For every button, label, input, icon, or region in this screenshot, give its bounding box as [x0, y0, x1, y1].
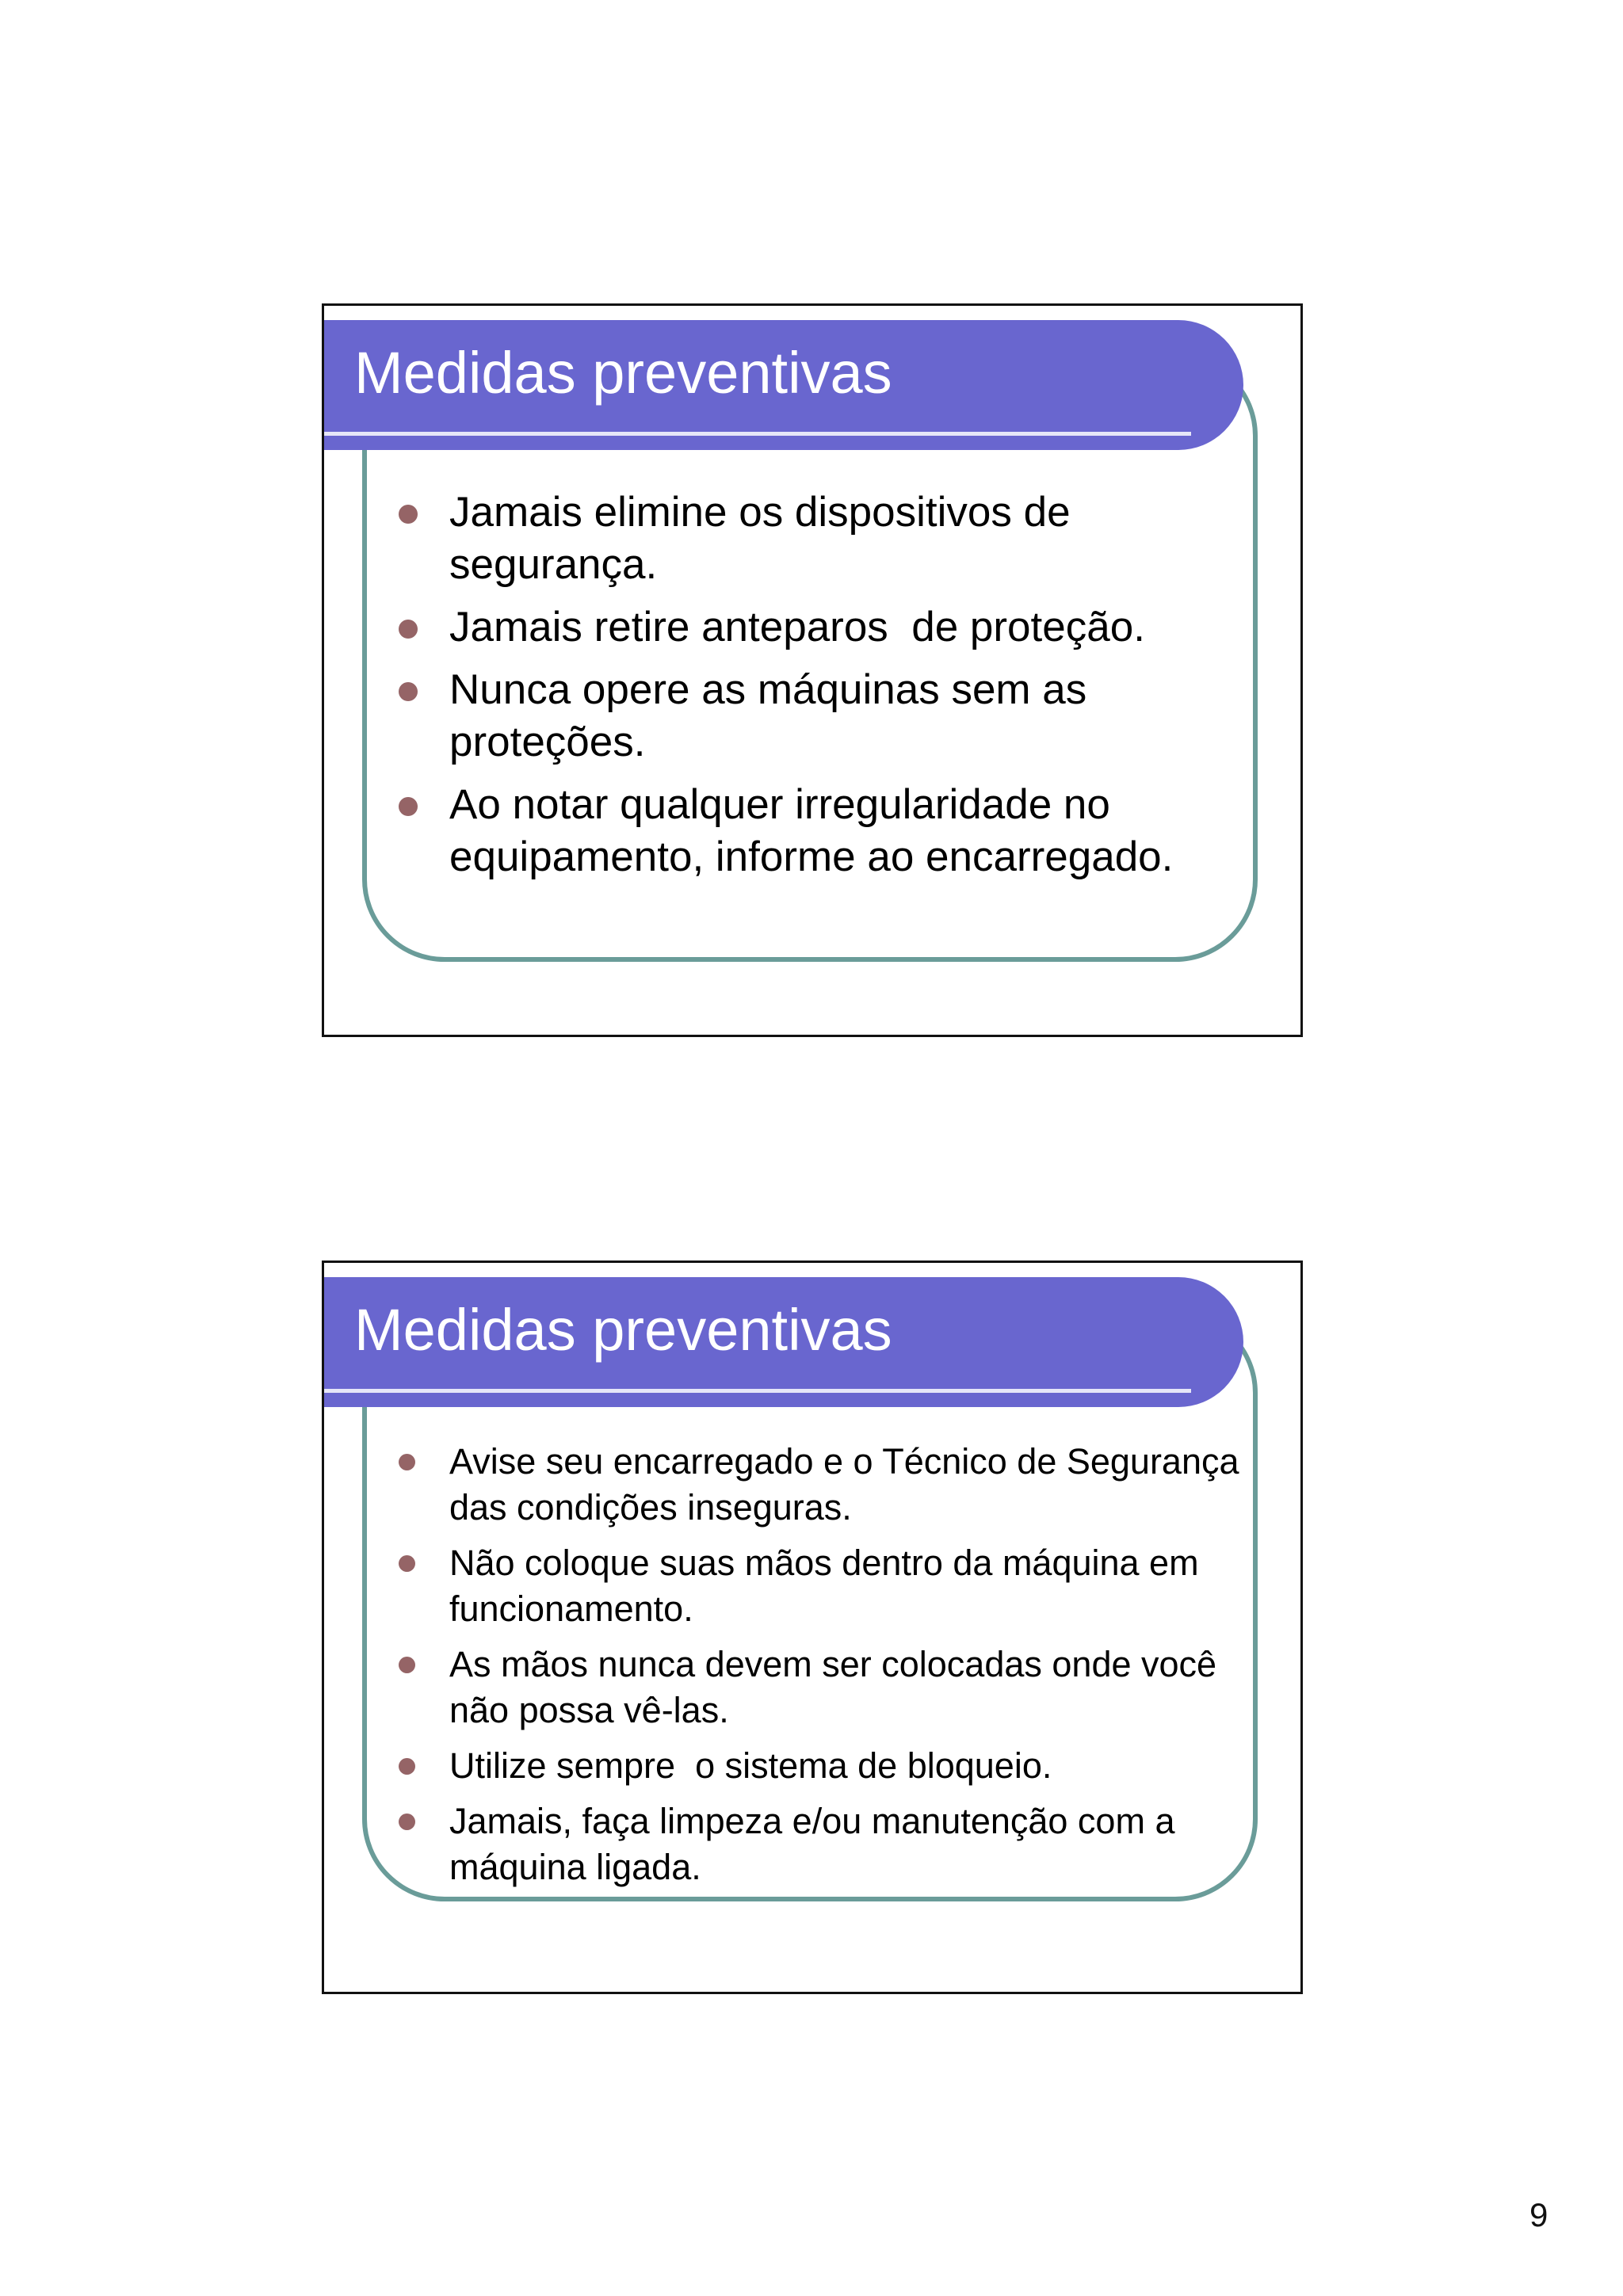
slide-1 — [322, 303, 1303, 1037]
slide-1-bullet-2-text: Jamais retire anteparos de proteção. — [449, 604, 1145, 650]
bullet-dot-icon — [399, 797, 418, 816]
bullet-dot-icon — [399, 505, 418, 524]
slide-2-bullet-5 — [399, 1798, 1247, 1890]
slide-1-bullet-2 — [399, 601, 1247, 654]
slide-2-bullet-2-text: Não coloque suas mãos dentro da máquina em funcionamento. — [449, 1543, 1199, 1629]
bullet-dot-icon — [399, 1814, 415, 1830]
slide-2-bullet-3-text: As mãos nunca devem ser colocadas onde você não possa vê-las. — [449, 1644, 1217, 1730]
slide-1-title-underline — [324, 432, 1191, 436]
page-number: 9 — [1529, 2196, 1549, 2233]
slide-2-bullet-list — [399, 1439, 1247, 1900]
slide-2 — [322, 1261, 1303, 1994]
bullet-dot-icon — [399, 1758, 415, 1775]
slide-1-bullet-1-text: Jamais elimine os dispositivos de segurança. — [449, 489, 1071, 588]
slide-2-bullet-4 — [399, 1743, 1247, 1789]
bullet-dot-icon — [399, 620, 418, 639]
slide-2-bullet-5-text: Jamais, faça limpeza e/ou manutenção com a máquina ligada. — [449, 1801, 1175, 1887]
bullet-dot-icon — [399, 1454, 415, 1470]
slide-2-bullet-2 — [399, 1540, 1247, 1632]
slide-1-title-bar — [324, 320, 1243, 450]
slide-2-title-bar — [324, 1277, 1243, 1407]
slide-1-title: Medidas preventivas — [354, 340, 892, 406]
slide-2-bullet-4-text: Utilize sempre o sistema de bloqueio. — [449, 1745, 1052, 1786]
slide-1-bullet-1 — [399, 486, 1247, 591]
slide-1-bullet-4 — [399, 779, 1247, 883]
slide-2-bullet-1 — [399, 1439, 1247, 1531]
bullet-dot-icon — [399, 1657, 415, 1673]
slide-2-bullet-3 — [399, 1642, 1247, 1733]
slide-1-bullet-list — [399, 486, 1247, 894]
bullet-dot-icon — [399, 1555, 415, 1572]
slide-2-title-underline — [324, 1389, 1191, 1393]
bullet-dot-icon — [399, 682, 418, 701]
slide-2-title: Medidas preventivas — [354, 1297, 892, 1363]
slide-1-bullet-4-text: Ao notar qualquer irregularidade no equipamento, informe ao encarregado. — [449, 781, 1174, 880]
slide-1-bullet-3-text: Nunca opere as máquinas sem as proteções. — [449, 666, 1087, 765]
slide-1-bullet-3 — [399, 664, 1247, 769]
slide-2-bullet-1-text: Avise seu encarregado e o Técnico de Segurança das condições inseguras. — [449, 1441, 1239, 1527]
